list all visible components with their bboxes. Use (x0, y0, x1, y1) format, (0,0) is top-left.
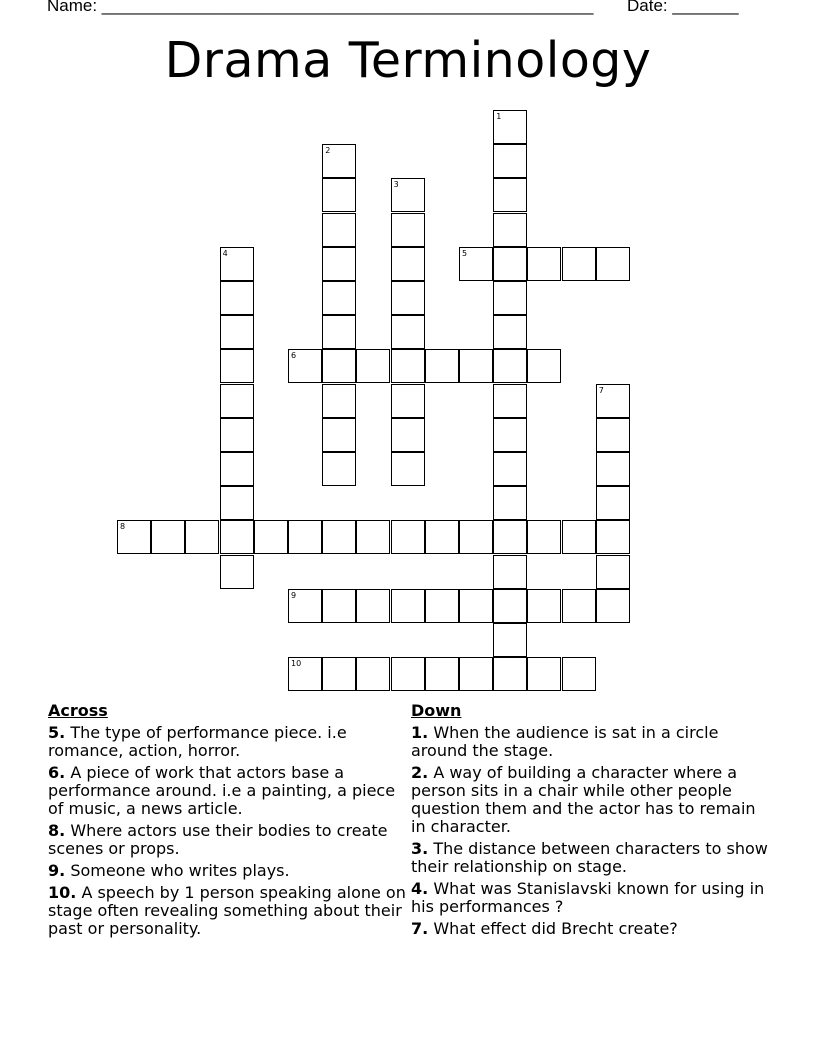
grid-cell[interactable] (391, 657, 425, 691)
grid-cell[interactable] (493, 486, 527, 520)
clue-item (411, 724, 771, 760)
grid-cell[interactable] (391, 418, 425, 452)
clue-number: 9. (48, 861, 66, 880)
clue-number: 5. (48, 723, 66, 742)
grid-cell[interactable] (322, 384, 356, 418)
across-clues (48, 702, 408, 942)
clue-item (48, 724, 408, 760)
grid-cell[interactable] (322, 657, 356, 691)
grid-cell[interactable] (356, 520, 390, 554)
grid-cell[interactable] (391, 589, 425, 623)
clue-item (411, 920, 771, 938)
clue-item (411, 764, 771, 836)
clue-text: When the audience is sat in a circle around the stage. (411, 723, 719, 760)
grid-cell[interactable] (596, 452, 630, 486)
clue-number: 2. (411, 763, 429, 782)
grid-cell[interactable] (493, 452, 527, 486)
page-title: Drama Terminology (164, 32, 652, 89)
down-heading: Down (411, 701, 462, 720)
grid-cell[interactable] (356, 589, 390, 623)
clue-text: Someone who writes plays. (70, 861, 290, 880)
clue-number-label: 5 (462, 248, 468, 258)
clue-text: A way of building a character where a person sits in a chair while other people question them and the actor has to remain in character. (411, 763, 756, 836)
clue-number-label: 7 (598, 385, 604, 395)
grid-cell[interactable] (493, 315, 527, 349)
grid-cell[interactable] (391, 315, 425, 349)
clue-item (48, 884, 408, 938)
grid-cell[interactable] (493, 110, 527, 144)
grid-cell[interactable] (356, 657, 390, 691)
grid-cell[interactable] (459, 349, 493, 383)
down-clues (411, 702, 771, 942)
grid-cell[interactable] (151, 520, 185, 554)
clue-text: A piece of work that actors base a performance around. i.e a painting, a piece of music, a news article. (48, 763, 396, 818)
grid-cell[interactable] (527, 657, 561, 691)
grid-cell[interactable] (322, 281, 356, 315)
clue-number: 1. (411, 723, 429, 742)
grid-cell[interactable] (527, 520, 561, 554)
grid-cell[interactable] (596, 589, 630, 623)
clue-number-label: 10 (291, 659, 302, 669)
grid-cell[interactable] (322, 144, 356, 178)
grid-cell[interactable] (562, 247, 596, 281)
clue-text: The distance between characters to show their relationship on stage. (411, 839, 768, 876)
grid-cell[interactable] (185, 520, 219, 554)
grid-cell[interactable] (220, 384, 254, 418)
grid-cell[interactable] (425, 589, 459, 623)
grid-cell[interactable] (493, 657, 527, 691)
grid-cell[interactable] (220, 555, 254, 589)
clue-number-label: 3 (393, 180, 399, 190)
clue-number: 4. (411, 879, 429, 898)
grid-cell[interactable] (220, 315, 254, 349)
clue-number-label: 2 (325, 146, 331, 156)
grid-cell[interactable] (562, 520, 596, 554)
grid-cell[interactable] (391, 213, 425, 247)
grid-cell[interactable] (322, 247, 356, 281)
grid-cell[interactable] (493, 281, 527, 315)
name-field-label: Name: ____________________________________________________ (47, 0, 594, 15)
grid-cell[interactable] (493, 247, 527, 281)
clue-item (48, 822, 408, 858)
grid-cell[interactable] (425, 520, 459, 554)
clue-item (48, 862, 408, 880)
grid-cell[interactable] (459, 520, 493, 554)
grid-cell[interactable] (288, 589, 322, 623)
grid-cell[interactable] (322, 349, 356, 383)
grid-cell[interactable] (322, 213, 356, 247)
grid-cell[interactable] (493, 349, 527, 383)
grid-cell[interactable] (391, 520, 425, 554)
grid-cell[interactable] (493, 178, 527, 212)
grid-cell[interactable] (220, 349, 254, 383)
grid-cell[interactable] (493, 384, 527, 418)
grid-cell[interactable] (459, 247, 493, 281)
grid-cell[interactable] (493, 418, 527, 452)
grid-cell[interactable] (322, 418, 356, 452)
grid-cell[interactable] (391, 349, 425, 383)
grid-cell[interactable] (220, 247, 254, 281)
grid-cell[interactable] (391, 178, 425, 212)
clue-number-label: 6 (291, 351, 297, 361)
clue-number: 3. (411, 839, 429, 858)
grid-cell[interactable] (493, 144, 527, 178)
clue-number: 8. (48, 821, 66, 840)
grid-cell[interactable] (322, 589, 356, 623)
grid-cell[interactable] (596, 555, 630, 589)
clue-number: 6. (48, 763, 66, 782)
grid-cell[interactable] (493, 555, 527, 589)
grid-cell[interactable] (322, 520, 356, 554)
grid-cell[interactable] (322, 178, 356, 212)
grid-cell[interactable] (596, 384, 630, 418)
grid-cell[interactable] (596, 418, 630, 452)
grid-cell[interactable] (391, 247, 425, 281)
clue-text: What effect did Brecht create? (433, 919, 678, 938)
grid-cell[interactable] (459, 589, 493, 623)
date-field-label: Date: _______ (627, 0, 739, 15)
grid-cell[interactable] (220, 520, 254, 554)
grid-cell[interactable] (562, 657, 596, 691)
grid-cell[interactable] (527, 247, 561, 281)
grid-cell[interactable] (459, 657, 493, 691)
grid-cell[interactable] (220, 452, 254, 486)
grid-cell[interactable] (356, 349, 390, 383)
grid-cell[interactable] (527, 349, 561, 383)
across-heading: Across (48, 701, 108, 720)
grid-cell[interactable] (220, 418, 254, 452)
grid-cell[interactable] (596, 486, 630, 520)
grid-cell[interactable] (391, 281, 425, 315)
clue-text: Where actors use their bodies to create scenes or props. (48, 821, 388, 858)
clue-text: What was Stanislavski known for using in his performances ? (411, 879, 765, 916)
grid-cell[interactable] (527, 589, 561, 623)
clue-number-label: 9 (291, 590, 297, 600)
grid-cell[interactable] (596, 247, 630, 281)
grid-cell[interactable] (254, 520, 288, 554)
grid-cell[interactable] (493, 589, 527, 623)
grid-cell[interactable] (288, 520, 322, 554)
grid-cell[interactable] (493, 623, 527, 657)
clue-item (411, 840, 771, 876)
clue-number: 7. (411, 919, 429, 938)
grid-cell[interactable] (288, 657, 322, 691)
grid-cell[interactable] (425, 349, 459, 383)
grid-cell[interactable] (425, 657, 459, 691)
grid-cell[interactable] (596, 520, 630, 554)
grid-cell[interactable] (288, 349, 322, 383)
grid-cell[interactable] (493, 213, 527, 247)
grid-cell[interactable] (391, 452, 425, 486)
clue-number: 10. (48, 883, 77, 902)
grid-cell[interactable] (391, 384, 425, 418)
grid-cell[interactable] (322, 452, 356, 486)
grid-cell[interactable] (117, 520, 151, 554)
grid-cell[interactable] (562, 589, 596, 623)
grid-cell[interactable] (220, 281, 254, 315)
clue-number-label: 8 (120, 522, 126, 532)
clue-text: A speech by 1 person speaking alone on stage often revealing something about their past or personality. (48, 883, 406, 938)
clue-text: The type of performance piece. i.e romance, action, horror. (48, 723, 347, 760)
grid-cell[interactable] (493, 520, 527, 554)
clue-number-label: 4 (222, 248, 228, 258)
grid-cell[interactable] (322, 315, 356, 349)
clue-item (48, 764, 408, 818)
clue-number-label: 1 (496, 112, 502, 121)
grid-cell[interactable] (220, 486, 254, 520)
clue-item (411, 880, 771, 916)
